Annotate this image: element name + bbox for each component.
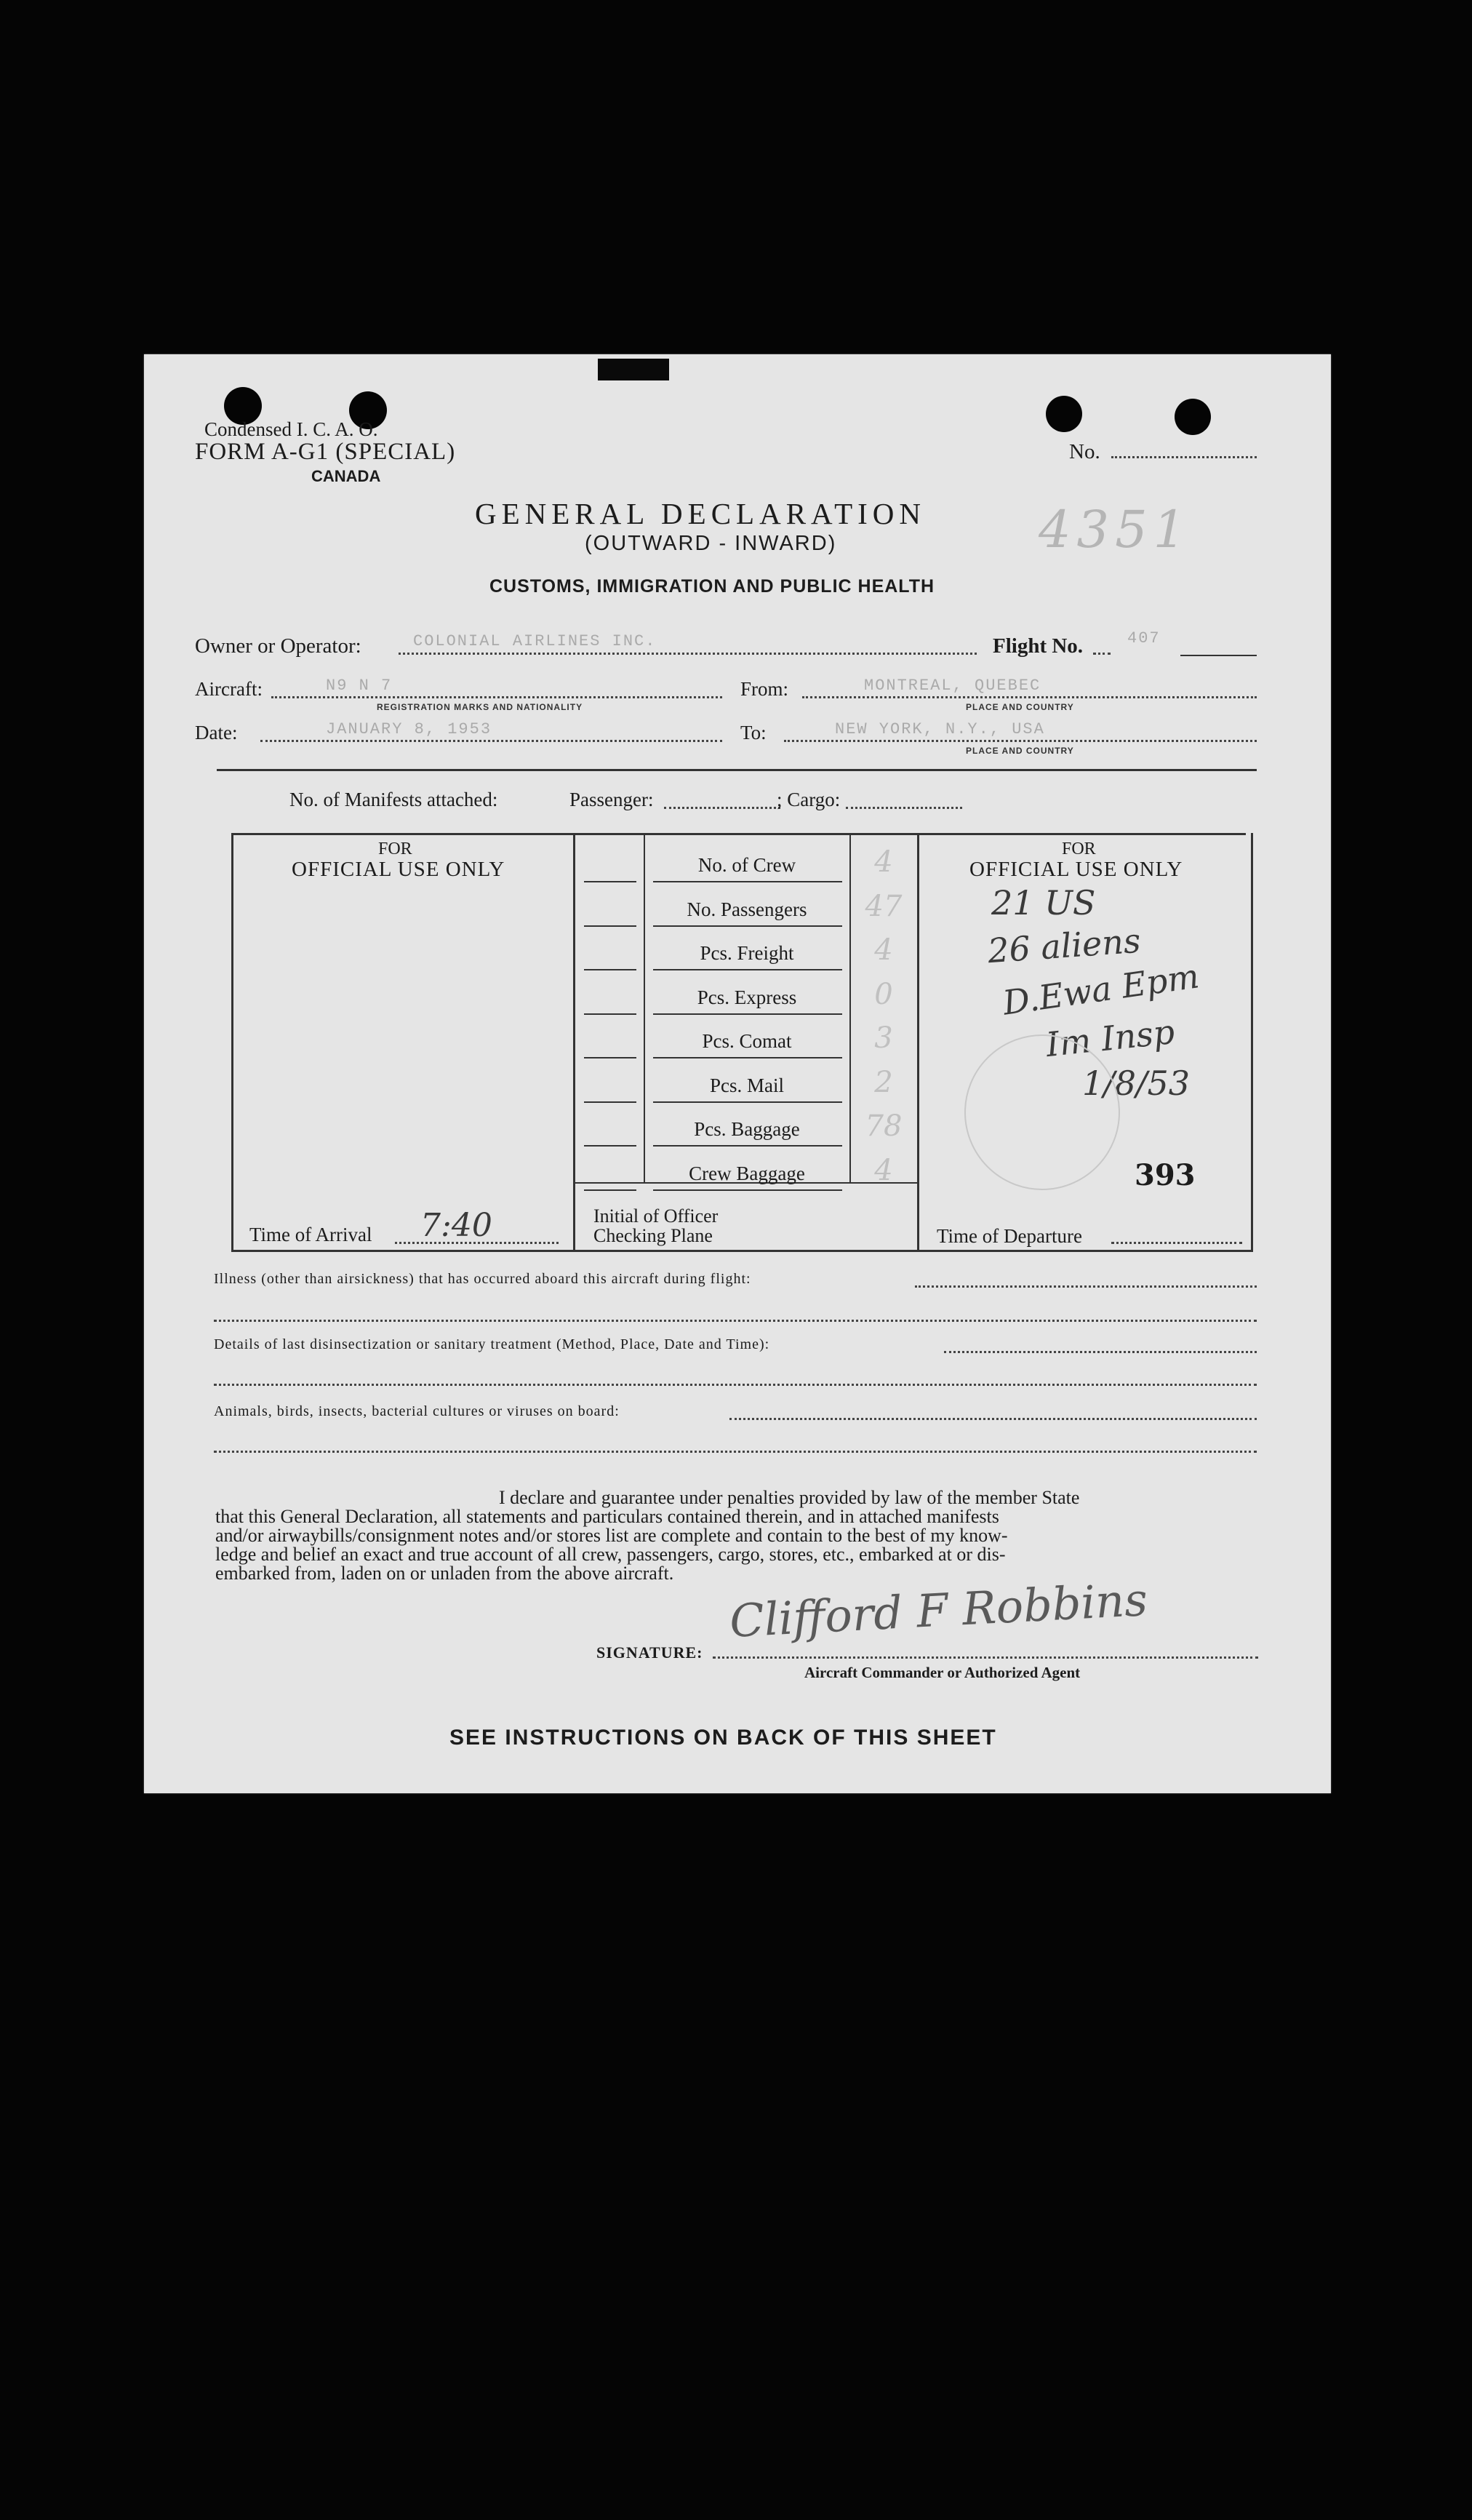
declaration-line: ledge and belief an exact and true account of all crew, passengers, cargo, stores, etc., embarked at or dis- [215, 1544, 1006, 1565]
flight-label: Flight No. [993, 634, 1084, 658]
row-value: 47 [865, 889, 903, 923]
row-label: Crew Baggage [689, 1162, 805, 1184]
flight-value: 407 [1127, 629, 1161, 647]
official-note: 26 aliens [986, 920, 1143, 971]
left-official-for: FOR [378, 840, 412, 858]
declaration-line: that this General Declaration, all statements and particulars contained therein, and in attached manifests [215, 1506, 999, 1527]
passenger-label: Passenger: [569, 789, 654, 810]
right-official-heading: OFFICIAL USE ONLY [969, 858, 1183, 881]
form-title: GENERAL DECLARATION [475, 497, 927, 530]
to-sub: PLACE AND COUNTRY [966, 746, 1074, 756]
to-value: NEW YORK, N.Y., USA [835, 720, 1045, 738]
row-value: 4 [874, 1153, 893, 1187]
punch-hole [1175, 399, 1211, 435]
animals-question: Animals, birds, insects, bacterial cultures or viruses on board: [214, 1403, 620, 1419]
official-note: Im Insp [1044, 1011, 1177, 1065]
official-note: 1/8/53 [1082, 1064, 1191, 1103]
arrival-value: 7:40 [420, 1207, 492, 1244]
manifests-label: No. of Manifests attached: [289, 789, 498, 810]
row-label: Pcs. Express [697, 986, 797, 1008]
declaration-line: embarked from, laden on or unladen from the above aircraft. [215, 1563, 674, 1584]
official-note: 21 US [991, 883, 1096, 922]
aircraft-label: Aircraft: [195, 678, 263, 700]
from-sub: PLACE AND COUNTRY [966, 702, 1074, 712]
condensed-icao: Condensed I. C. A. O. [204, 418, 378, 440]
arrival-label: Time of Arrival [249, 1224, 372, 1245]
declaration-line: and/or airwaybills/consignment notes and/or stores list are complete and contain to the best of my know- [215, 1525, 1008, 1546]
row-label: Pcs. Mail [709, 1074, 784, 1096]
form-subtitle: (OUTWARD - INWARD) [585, 532, 837, 555]
aircraft-sub: REGISTRATION MARKS AND NATIONALITY [377, 702, 583, 712]
illness-question: Illness (other than airsickness) that has occurred aboard this aircraft during flight: [214, 1271, 751, 1287]
stamp-number: 4351 [1039, 500, 1192, 559]
initial-label-2: Checking Plane [593, 1225, 713, 1246]
cargo-label: ; Cargo: [777, 789, 841, 810]
row-value: 3 [874, 1021, 893, 1055]
owner-label: Owner or Operator: [195, 634, 361, 658]
torn-notch [598, 359, 669, 380]
signature: Clifford F Robbins [728, 1573, 1149, 1648]
aircraft-value: N9 N 7 [326, 677, 393, 695]
row-value: 4 [874, 933, 893, 967]
from-label: From: [740, 678, 789, 700]
owner-value: COLONIAL AIRLINES INC. [413, 632, 657, 650]
right-official-for: FOR [1062, 840, 1096, 858]
row-label: No. Passengers [687, 898, 807, 920]
disinsectization-question: Details of last disinsectization or sanitary treatment (Method, Place, Date and Time): [214, 1336, 770, 1352]
row-label: Pcs. Baggage [694, 1118, 800, 1140]
form-number: FORM A-G1 (SPECIAL) [195, 439, 456, 465]
row-value: 0 [874, 977, 893, 1011]
from-value: MONTREAL, QUEBEC [864, 677, 1041, 695]
footer-instructions: SEE INSTRUCTIONS ON BACK OF THIS SHEET [449, 1726, 997, 1750]
date-label: Date: [195, 722, 238, 743]
customs-heading: CUSTOMS, IMMIGRATION AND PUBLIC HEALTH [489, 576, 935, 597]
to-label: To: [740, 722, 767, 743]
left-official-heading: OFFICIAL USE ONLY [292, 858, 505, 881]
signature-label: SIGNATURE: [596, 1643, 703, 1662]
row-value: 78 [865, 1109, 903, 1143]
no-label: No. [1069, 440, 1100, 463]
row-value: 4 [874, 845, 893, 879]
row-value: 2 [874, 1065, 893, 1099]
row-label: No. of Crew [697, 854, 796, 876]
official-note: D.Ewa Epm [1000, 956, 1201, 1023]
declaration-line: I declare and guarantee under penalties provided by law of the member State [499, 1487, 1080, 1508]
faint-circular-stamp [964, 1034, 1120, 1190]
departure-label: Time of Departure [937, 1225, 1082, 1247]
initial-label-1: Initial of Officer [593, 1205, 719, 1227]
signature-sub: Aircraft Commander or Authorized Agent [804, 1664, 1081, 1681]
punch-hole [1046, 396, 1082, 432]
general-declaration-form [144, 354, 1331, 1793]
date-value: JANUARY 8, 1953 [326, 720, 492, 738]
country: CANADA [311, 467, 381, 485]
row-label: Pcs. Freight [700, 942, 794, 964]
stamp-393: 393 [1135, 1158, 1196, 1192]
row-label: Pcs. Comat [702, 1030, 792, 1052]
